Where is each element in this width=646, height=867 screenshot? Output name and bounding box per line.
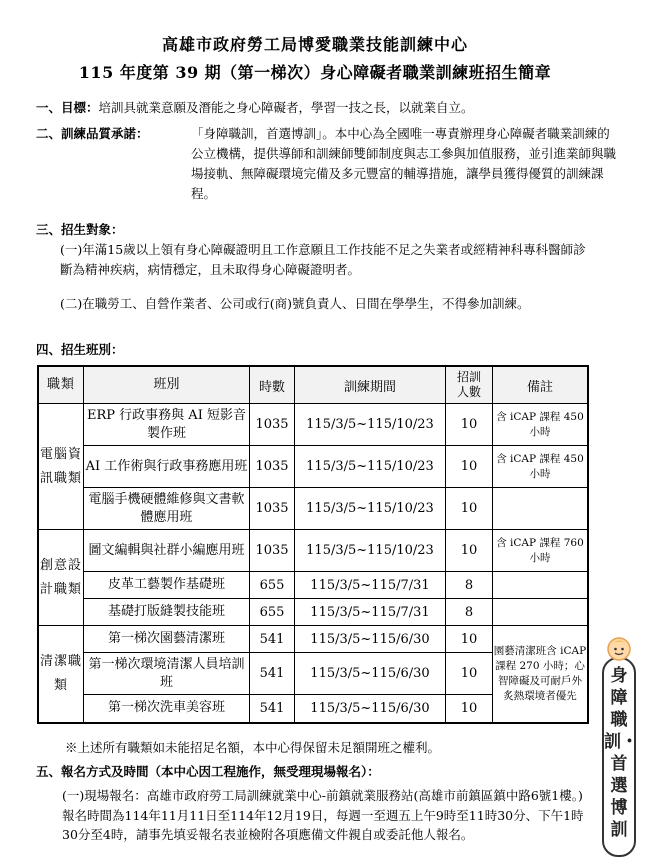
note-cell: 園藝清潔班含 iCAP 課程 270 小時；心智障礙及可耐戶外炙熱環境者優先 xyxy=(493,626,589,723)
class-name-cell: 電腦手機硬體維修與文書軟體應用班 xyxy=(84,488,250,530)
hours-cell: 1035 xyxy=(250,404,295,446)
class-name-cell: 第一梯次環境清潔人員培訓班 xyxy=(84,653,250,695)
targets-item-2: (二)在職勞工、自營作業者、公司或行(商)號負責人、日間在學學生，不得參加訓練。 xyxy=(60,296,530,311)
section-quality-heading: 二、訓練品質承諾： xyxy=(36,126,149,141)
hours-cell: 541 xyxy=(250,626,295,653)
period-cell: 115/3/5~115/6/30 xyxy=(295,626,446,653)
class-name-cell: 基礎打版縫製技能班 xyxy=(84,599,250,626)
period-cell: 115/3/5~115/7/31 xyxy=(295,599,446,626)
header-hours: 時數 xyxy=(250,366,295,404)
badge-text: 身障職訓・首選博訓 xyxy=(604,666,638,840)
smiling-face-icon xyxy=(606,635,632,661)
category-cell-computer: 電腦資訊職類 xyxy=(38,404,84,530)
hours-cell: 1035 xyxy=(250,488,295,530)
period-cell: 115/3/5~115/6/30 xyxy=(295,653,446,695)
classes-table xyxy=(37,365,589,724)
table-row xyxy=(38,446,588,488)
section-goal-text: 培訓具就業意願及潛能之身心障礙者，學習一技之長，以就業自立。 xyxy=(98,100,474,115)
note-cell xyxy=(493,572,589,599)
period-cell: 115/3/5~115/10/23 xyxy=(295,404,446,446)
category-cell-cleaning: 清潔職類 xyxy=(38,626,84,723)
period-cell: 115/3/5~115/7/31 xyxy=(295,572,446,599)
header-count xyxy=(446,366,493,404)
section-registration-heading: 五、報名方式及時間（本中心因工程施作，無受理現場報名）： xyxy=(36,764,380,779)
table-row xyxy=(38,530,588,572)
header-count-line1: 招訓 xyxy=(456,370,481,384)
table-row xyxy=(38,488,588,530)
document-subtitle: 115 年度第 39 期（第一梯次）身心障礙者職業訓練班招生簡章 xyxy=(78,63,552,82)
count-cell: 10 xyxy=(446,446,493,488)
class-name-cell: 皮革工藝製作基礎班 xyxy=(84,572,250,599)
table-footnote: ※上述所有職類如未能招足名額，本中心得保留未足額開班之權利。 xyxy=(65,740,441,755)
hours-cell: 655 xyxy=(250,599,295,626)
count-cell: 10 xyxy=(446,695,493,723)
section-classes-heading: 四、招生班別： xyxy=(36,342,124,357)
header-note: 備註 xyxy=(493,366,589,404)
table-row xyxy=(38,404,588,446)
table-header-row xyxy=(38,366,588,404)
class-name-cell: ERP 行政事務與 AI 短影音製作班 xyxy=(84,404,250,446)
note-cell xyxy=(493,599,589,626)
side-badge xyxy=(600,635,636,855)
class-name-cell: AI 工作術與行政事務應用班 xyxy=(84,446,250,488)
count-cell: 10 xyxy=(446,653,493,695)
table-row xyxy=(38,572,588,599)
note-cell: 含 iCAP 課程 450 小時 xyxy=(493,404,589,446)
hours-cell: 655 xyxy=(250,572,295,599)
count-cell: 10 xyxy=(446,530,493,572)
table-row xyxy=(38,626,588,653)
section-goal-heading: 一、目標： xyxy=(36,100,99,115)
header-category: 職類 xyxy=(38,366,84,404)
section-quality-text: 「身障職訓，首選博訓」。本中心為全國唯一專責辦理身心障礙者職業訓練的公立機構，提供導師和訓練師雙師制度與志工參與加值服務，並引進業師與職場接軌、無障礙環境完備及多元豐富的輔導措施，讓學員獲得優質的訓練課程。 xyxy=(191,126,617,201)
header-period: 訓練期間 xyxy=(295,366,446,404)
count-cell: 8 xyxy=(446,599,493,626)
header-class: 班別 xyxy=(84,366,250,404)
count-cell: 10 xyxy=(446,626,493,653)
section-targets-heading: 三、招生對象： xyxy=(36,222,124,237)
hours-cell: 1035 xyxy=(250,530,295,572)
targets-item-1: (一)年滿15歲以上領有身心障礙證明且工作意願且工作技能不足之失業者或經精神科專科醫師診斷為精神疾病，病情穩定，且未取得身心障礙證明者。 xyxy=(60,242,586,277)
note-cell xyxy=(493,488,589,530)
registration-item-1: (一)現場報名：高雄市政府勞工局訓練就業中心-前鎮就業服務站(高雄市前鎮區鎮中路6號1樓。)報名時間為114年11月11日至114年12月19日，每週一至週五上午9時至11時30分、下午1時30分至4時，請事先填妥報名表並檢附各項應備文件親自或委託他人報名。 xyxy=(62,788,584,842)
note-cell: 含 iCAP 課程 760 小時 xyxy=(493,530,589,572)
category-cell-design: 創意設計職類 xyxy=(38,530,84,626)
table-row xyxy=(38,599,588,626)
hours-cell: 541 xyxy=(250,653,295,695)
count-cell: 8 xyxy=(446,572,493,599)
period-cell: 115/3/5~115/10/23 xyxy=(295,530,446,572)
class-name-cell: 第一梯次洗車美容班 xyxy=(84,695,250,723)
class-name-cell: 第一梯次園藝清潔班 xyxy=(84,626,250,653)
period-cell: 115/3/5~115/10/23 xyxy=(295,488,446,530)
header-count-line2: 人數 xyxy=(456,385,481,399)
note-cell: 含 iCAP 課程 450 小時 xyxy=(493,446,589,488)
hours-cell: 1035 xyxy=(250,446,295,488)
document-title: 高雄市政府勞工局博愛職業技能訓練中心 xyxy=(161,35,468,54)
count-cell: 10 xyxy=(446,488,493,530)
class-name-cell: 圖文編輯與社群小編應用班 xyxy=(84,530,250,572)
count-cell: 10 xyxy=(446,404,493,446)
period-cell: 115/3/5~115/10/23 xyxy=(295,446,446,488)
section-goal xyxy=(36,98,596,118)
hours-cell: 541 xyxy=(250,695,295,723)
period-cell: 115/3/5~115/6/30 xyxy=(295,695,446,723)
